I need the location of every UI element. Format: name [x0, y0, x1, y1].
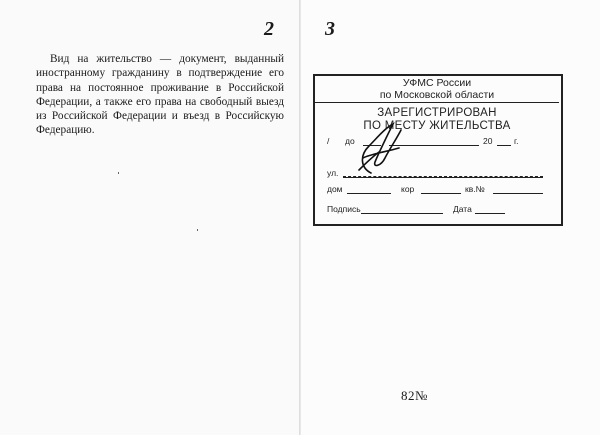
stamp-house-row — [315, 184, 559, 198]
right-page — [301, 0, 600, 435]
signature-blank — [361, 213, 443, 214]
slash-mark: / — [327, 136, 330, 146]
apartment-label: кв.№ — [465, 184, 485, 194]
year-blank — [497, 145, 511, 146]
stamp-title-line-1: ЗАРЕГИСТРИРОВАН — [377, 107, 497, 119]
date-label: Дата — [453, 204, 472, 214]
serial-number: 82№ — [401, 388, 428, 403]
page-number-left: 2 — [264, 18, 274, 40]
stamp-authority-line-2: по Московской области — [379, 89, 495, 101]
street-label: ул. — [327, 168, 339, 178]
document-description: Вид на жительство — документ, выданный иностранному гражданину в подтверждение его права на постоянное проживание в Российской Федерации, а также его права на свободный выезд из Российской Федерации и въезд в Российскую Федерацию. — [36, 53, 284, 137]
building-label: кор — [401, 184, 415, 194]
scan-speck — [118, 172, 119, 174]
stamp-authority-line-1: УФМС России — [402, 77, 472, 89]
date-prefix-label: до — [345, 136, 355, 146]
signature-label: Подпись — [327, 204, 361, 214]
year-prefix-label: 20 — [483, 136, 493, 146]
year-suffix-label: г. — [514, 136, 519, 146]
page-number-right: 3 — [325, 18, 335, 40]
house-label: дом — [327, 184, 343, 194]
stamp-title-line-2: ПО МЕСТУ ЖИТЕЛЬСТВА — [363, 120, 511, 132]
house-blank — [347, 193, 391, 194]
scan-speck — [197, 229, 198, 231]
stamp-authority — [315, 76, 559, 103]
handwritten-signature — [341, 118, 411, 178]
date-blank — [475, 213, 505, 214]
stamp-signature-row — [315, 204, 559, 218]
building-blank — [421, 193, 461, 194]
apartment-blank — [493, 193, 543, 194]
